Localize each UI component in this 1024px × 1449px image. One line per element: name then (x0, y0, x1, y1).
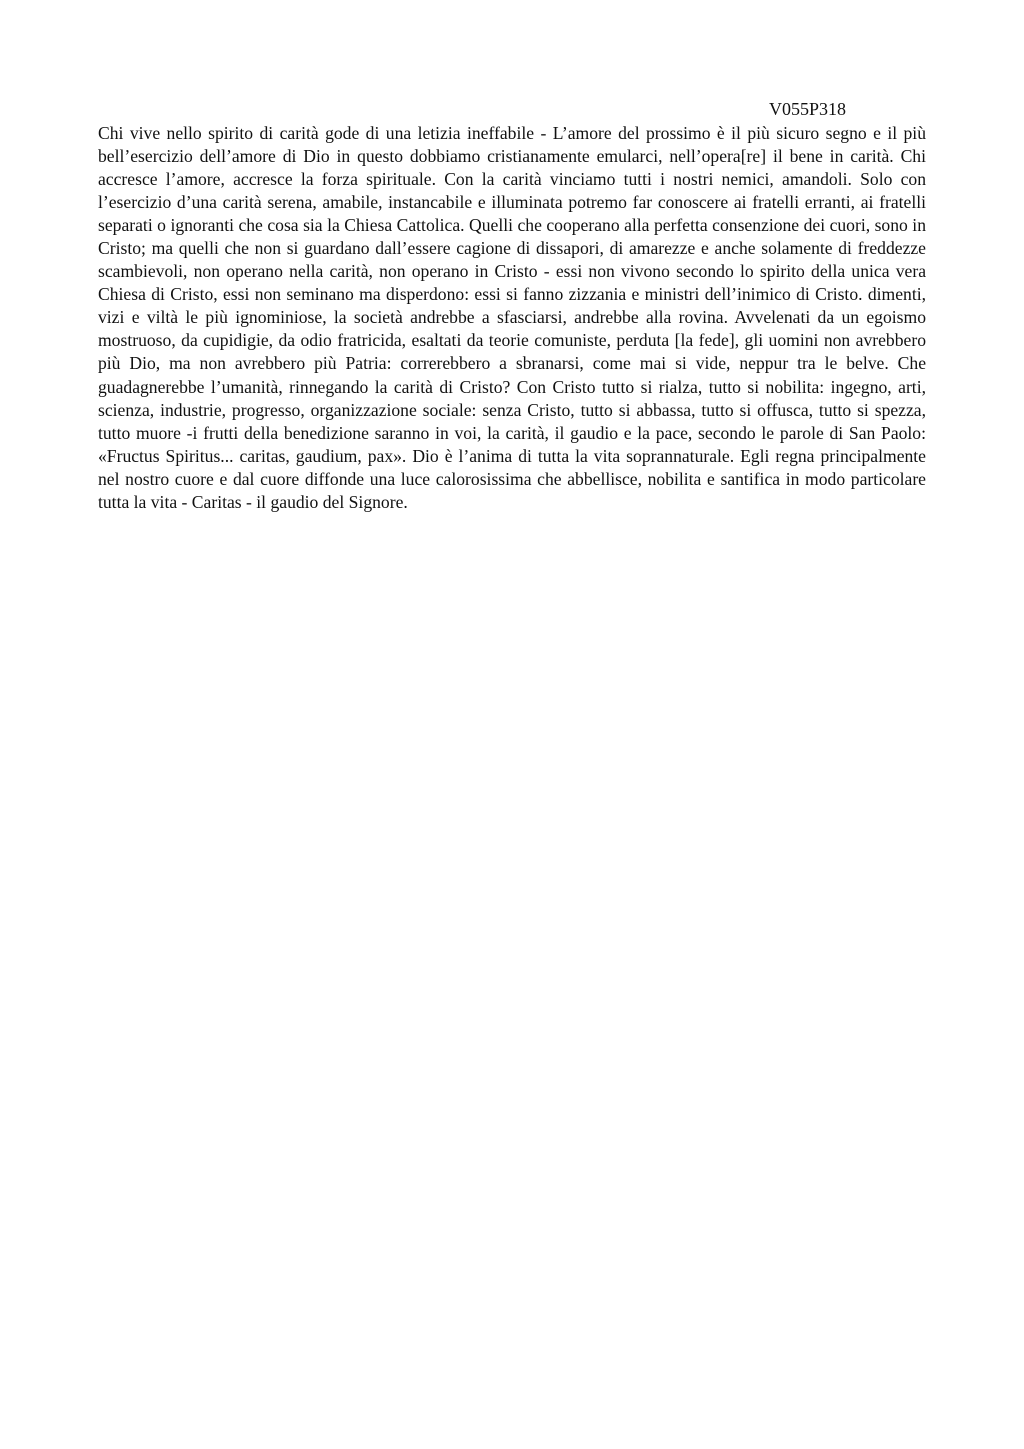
page-code: V055P318 (769, 99, 847, 119)
body-paragraph: Chi vive nello spirito di carità gode di una letizia ineffabile - L’amore del prossimo è il più sicuro segno e il più bell’esercizio dell’amore di Dio in questo dobbiamo cristianamente emularci, nell’opera[re] il bene in carità. Chi accresce l’amore, accresce la forza spirituale. Con la carità vinciamo tutti i nostri nemici, amandoli. Solo con l’esercizio d’una carità serena, amabile, instancabile e illuminata potremo far conoscere ai fratelli erranti, ai fratelli separati o ignoranti che cosa sia la Chiesa Cattolica. Quelli che cooperano alla perfetta consenzione dei cuori, sono in Cristo; ma quelli che non si guardano dall’essere cagione di dissapori, di amarezze e anche solamente di freddezze scambievoli, non operano nella carità, non operano in Cristo - essi non vivono secondo lo spirito della unica vera Chiesa di Cristo, essi non seminano ma disperdono: essi si fanno zizzania e ministri dell’inimico di Cristo. dimenti, vizi e viltà le più ignominiose, la società andrebbe a sfasciarsi, andrebbe alla rovina. Avvelenati da un egoismo mostruoso, da cupidigie, da odio fratricida, esaltati da teorie comuniste, perduta [la fede], gli uomini non avrebbero più Dio, ma non avrebbero più Patria: correrebbero a sbranarsi, come mai si vide, neppur tra le belve. Che guadagnerebbe l’umanità, rinnegando la carità di Cristo? Con Cristo tutto si rialza, tutto si nobilita: ingegno, arti, scienza, industrie, progresso, organizzazione sociale: senza Cristo, tutto si abbassa, tutto si offusca, tutto si spezza, tutto muore -i frutti della benedizione saranno in voi, la carità, il gaudio e la pace, secondo le parole di San Paolo: «Fructus Spiritus... caritas, gaudium, pax». Dio è l’anima di tutta la vita soprannaturale. Egli regna principalmente nel nostro cuore e dal cuore diffonde una luce calorosissima che abbellisce, nobilita e santifica in modo particolare tutta la vita - Caritas - il gaudio del Signore. (98, 123, 926, 512)
